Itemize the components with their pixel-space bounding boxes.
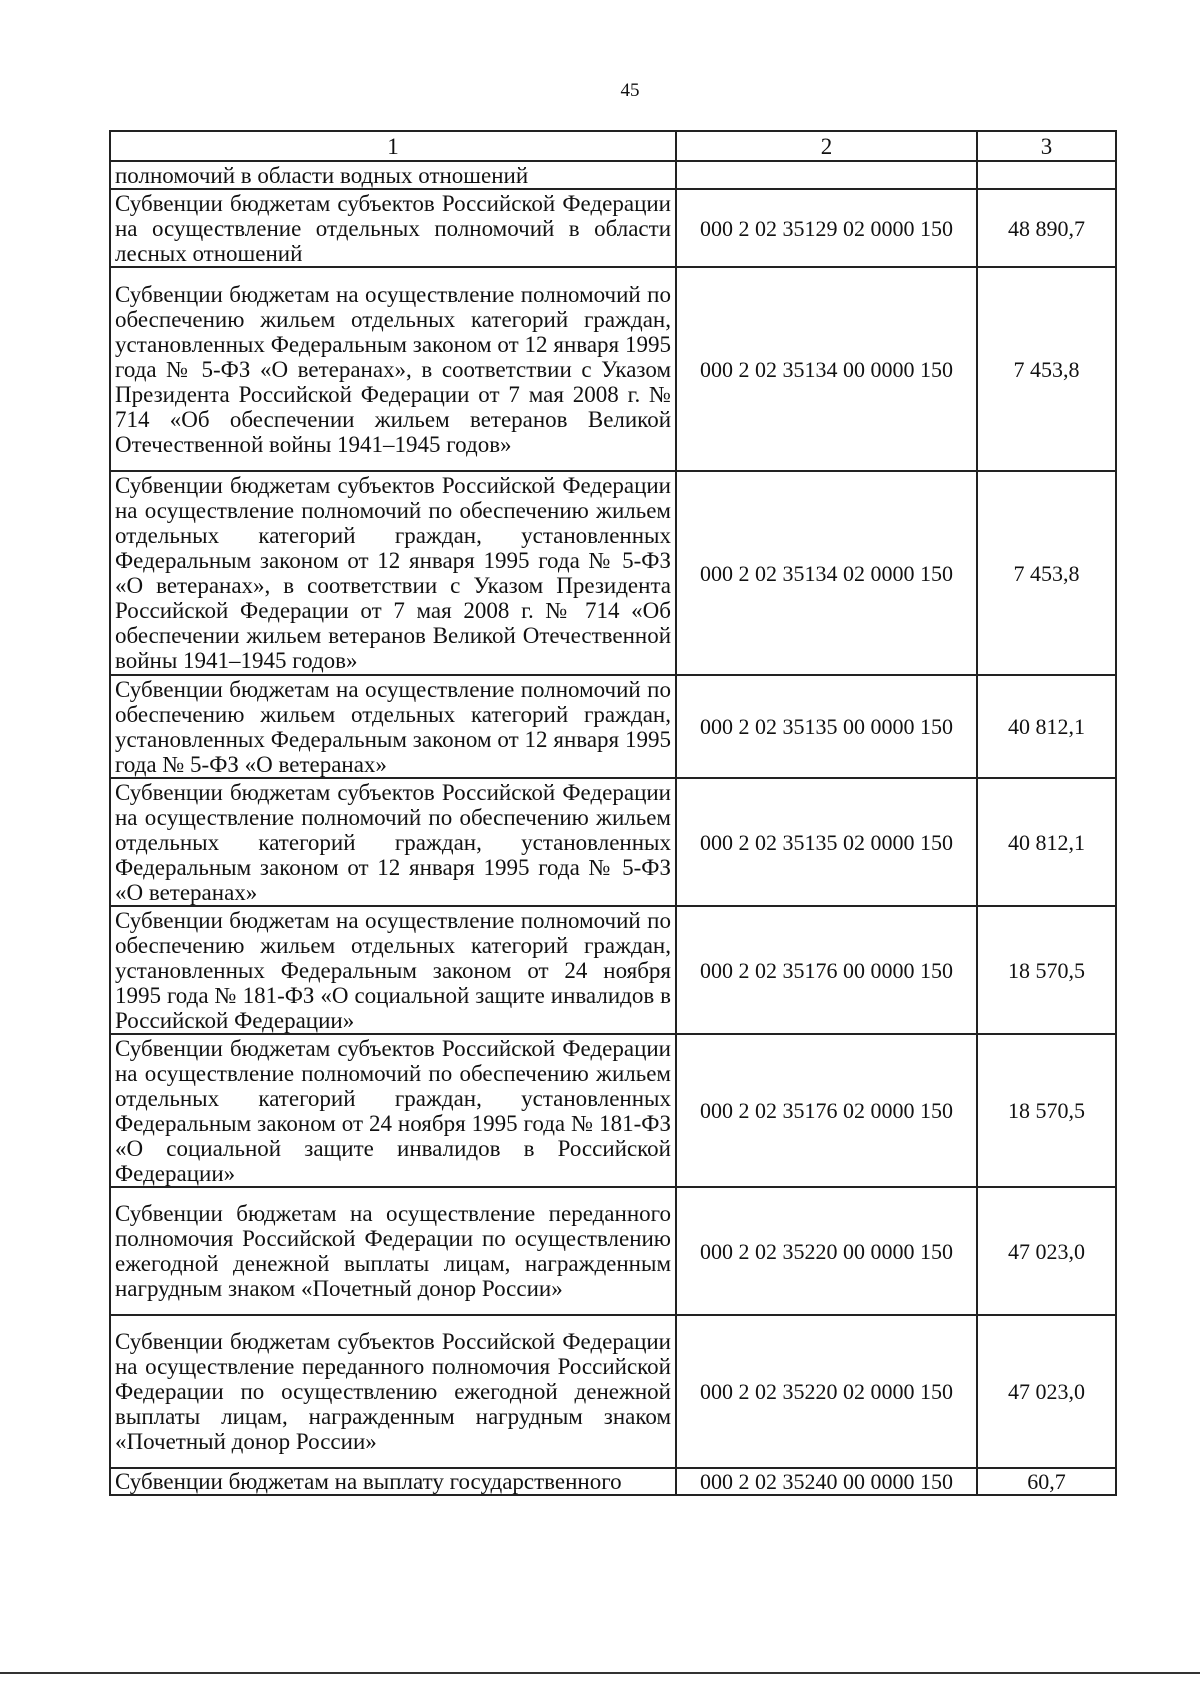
table-row [110,1034,1116,1187]
table-row [110,906,1116,1034]
row-amount: 18 570,5 [977,906,1116,1034]
table-row [110,161,1116,189]
column-header-2: 2 [676,131,977,161]
table-row [110,778,1116,906]
row-amount: 40 812,1 [977,675,1116,778]
row-description: Субвенции бюджетам на выплату государственного [110,1468,676,1495]
row-amount: 7 453,8 [977,267,1116,471]
row-amount: 60,7 [977,1468,1116,1495]
table-row [110,1468,1116,1495]
row-amount: 47 023,0 [977,1187,1116,1315]
table-row [110,1315,1116,1468]
row-code: 000 2 02 35129 02 0000 150 [676,189,977,267]
table-header-row [110,131,1116,161]
row-description: Субвенции бюджетам субъектов Российской Федерации на осуществление переданного полномочия Российской Федерации по осуществлению ежегодной денежной выплаты лицам, награжденным нагрудным знаком «Почетный донор России» [110,1315,676,1468]
row-amount: 7 453,8 [977,471,1116,675]
table-row [110,471,1116,675]
row-code: 000 2 02 35240 00 0000 150 [676,1468,977,1495]
row-code: 000 2 02 35220 02 0000 150 [676,1315,977,1468]
row-description: Субвенции бюджетам на осуществление полномочий по обеспечению жильем отдельных категорий граждан, установленных Федеральным законом от 24 ноября 1995 года № 181-ФЗ «О социальной защите инвалидов в Российской Федерации» [110,906,676,1034]
table-row [110,189,1116,267]
row-description: Субвенции бюджетам на осуществление полномочий по обеспечению жильем отдельных категорий граждан, установленных Федеральным законом от 12 января 1995 года № 5-ФЗ «О ветеранах», в соответствии с Указом Президента Российской Федерации от 7 мая 2008 г. № 714 «Об обеспечении жильем ветеранов Великой Отечественной войны 1941–1945 годов» [110,267,676,471]
row-description: Субвенции бюджетам на осуществление полномочий по обеспечению жильем отдельных категорий граждан, установленных Федеральным законом от 12 января 1995 года № 5-ФЗ «О ветеранах» [110,675,676,778]
row-code: 000 2 02 35176 02 0000 150 [676,1034,977,1187]
row-description: Субвенции бюджетам субъектов Российской Федерации на осуществление полномочий по обеспечению жильем отдельных категорий граждан, установленных Федеральным законом от 12 января 1995 года № 5-ФЗ «О ветеранах» [110,778,676,906]
column-header-3: 3 [977,131,1116,161]
row-code [676,161,977,189]
row-description: Субвенции бюджетам субъектов Российской Федерации на осуществление полномочий по обеспечению жильем отдельных категорий граждан, установленных Федеральным законом от 24 ноября 1995 года № 181-ФЗ «О социальной защите инвалидов в Российской Федерации» [110,1034,676,1187]
row-code: 000 2 02 35176 00 0000 150 [676,906,977,1034]
row-code: 000 2 02 35134 02 0000 150 [676,471,977,675]
row-amount: 48 890,7 [977,189,1116,267]
budget-table [109,130,1117,1496]
row-amount: 47 023,0 [977,1315,1116,1468]
bottom-rule [0,1672,1200,1674]
page-number: 45 [620,80,640,101]
row-code: 000 2 02 35220 00 0000 150 [676,1187,977,1315]
row-amount: 40 812,1 [977,778,1116,906]
column-header-1: 1 [110,131,676,161]
row-code: 000 2 02 35134 00 0000 150 [676,267,977,471]
table-row [110,1187,1116,1315]
row-code: 000 2 02 35135 00 0000 150 [676,675,977,778]
row-description: Субвенции бюджетам субъектов Российской Федерации на осуществление отдельных полномочий в области лесных отношений [110,189,676,267]
row-description: Субвенции бюджетам субъектов Российской Федерации на осуществление полномочий по обеспечению жильем отдельных категорий граждан, установленных Федеральным законом от 12 января 1995 года № 5-ФЗ «О ветеранах», в соответствии с Указом Президента Российской Федерации от 7 мая 2008 г. № 714 «Об обеспечении жильем ветеранов Великой Отечественной войны 1941–1945 годов» [110,471,676,675]
table-row [110,675,1116,778]
row-description: Субвенции бюджетам на осуществление переданного полномочия Российской Федерации по осуществлению ежегодной денежной выплаты лицам, награжденным нагрудным знаком «Почетный донор России» [110,1187,676,1315]
row-amount [977,161,1116,189]
row-amount: 18 570,5 [977,1034,1116,1187]
row-code: 000 2 02 35135 02 0000 150 [676,778,977,906]
table-row [110,267,1116,471]
row-description: полномочий в области водных отношений [110,161,676,189]
